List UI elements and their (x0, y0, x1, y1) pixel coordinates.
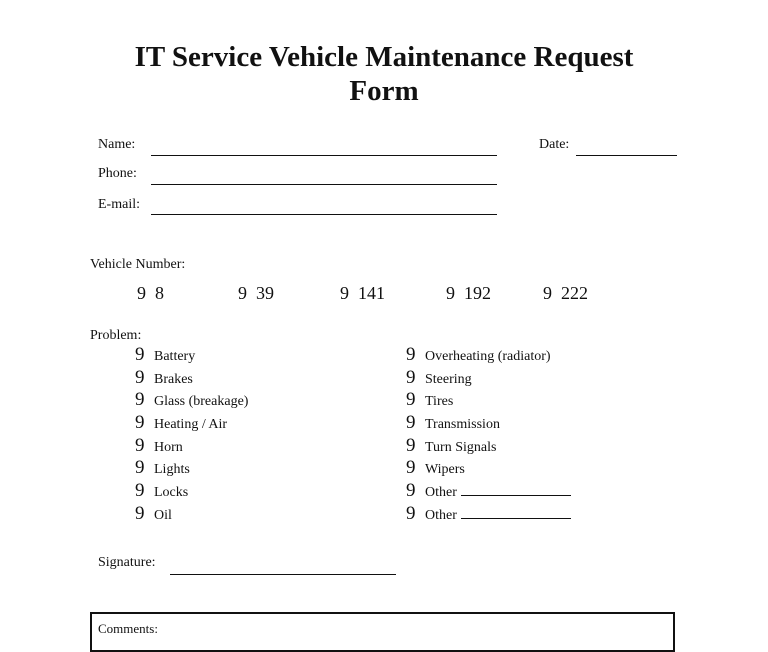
problem-item-steering[interactable]: 9 Steering (406, 366, 472, 388)
problem-list-left (135, 344, 248, 526)
checkbox-icon[interactable]: 9 (406, 502, 416, 524)
checkbox-icon[interactable]: 9 (406, 389, 416, 411)
signature-label: Signature: (98, 555, 156, 570)
checkbox-icon[interactable]: 9 (406, 366, 416, 388)
problem-item-tires[interactable]: 9 Tires (406, 389, 454, 411)
checkbox-icon[interactable]: 9 (340, 283, 349, 303)
checkbox-icon[interactable]: 9 (135, 389, 145, 411)
vehicle-option-141[interactable] (340, 283, 385, 304)
checkbox-icon[interactable]: 9 (238, 283, 247, 303)
date-field[interactable] (576, 155, 677, 156)
checkbox-icon[interactable]: 9 (406, 434, 416, 456)
problem-item-brakes[interactable]: 9 Brakes (135, 366, 193, 388)
date-label: Date: (539, 137, 570, 152)
problem-item-wipers[interactable]: 9 Wipers (406, 457, 465, 479)
checkbox-icon[interactable]: 9 (135, 457, 145, 479)
checkbox-icon[interactable]: 9 (135, 434, 145, 456)
signature-field[interactable] (170, 574, 396, 575)
problem-item-turn-signals[interactable]: 9 Turn Signals (406, 434, 497, 456)
problem-item-transmission[interactable]: 9 Transmission (406, 412, 500, 434)
checkbox-icon[interactable]: 9 (135, 344, 145, 365)
vehicle-options (0, 283, 768, 305)
checkbox-icon[interactable]: 9 (135, 366, 145, 388)
name-label: Name: (98, 137, 136, 152)
checkbox-icon[interactable]: 9 (406, 412, 416, 434)
checkbox-icon[interactable]: 9 (406, 480, 416, 502)
vehicle-option-192[interactable] (446, 283, 491, 304)
form-title (0, 40, 768, 108)
problem-item-glass[interactable]: 9 Glass (breakage) (135, 389, 249, 411)
vehicle-option-8[interactable] (137, 283, 164, 304)
vehicle-option-label: 222 (561, 283, 588, 303)
problem-item-locks[interactable]: 9 Locks (135, 480, 189, 502)
comments-label: Comments: (98, 621, 158, 636)
phone-label: Phone: (98, 166, 137, 181)
problem-item-other-2[interactable]: 9 Other (406, 503, 571, 526)
problem-item-overheating[interactable]: 9 Overheating (radiator) (406, 344, 551, 365)
email-label: E-mail: (98, 197, 140, 212)
problem-item-heating-air[interactable]: 9 Heating / Air (135, 412, 228, 434)
phone-field[interactable] (151, 184, 497, 185)
checkbox-icon[interactable]: 9 (135, 480, 145, 502)
vehicle-option-label: 8 (155, 283, 164, 303)
checkbox-icon[interactable]: 9 (446, 283, 455, 303)
other-blank-field[interactable] (461, 483, 571, 496)
problem-item-other-1[interactable]: 9 Other (406, 480, 571, 503)
vehicle-option-label: 39 (256, 283, 274, 303)
form-title-line-1: IT Service Vehicle Maintenance Request (134, 41, 634, 73)
vehicle-number-label: Vehicle Number: (90, 257, 186, 272)
vehicle-option-label: 192 (464, 283, 491, 303)
problem-item-oil[interactable]: 9 Oil (135, 502, 172, 524)
checkbox-icon[interactable]: 9 (135, 502, 145, 524)
checkbox-icon[interactable]: 9 (543, 283, 552, 303)
form-title-line-2: Form (349, 75, 419, 107)
checkbox-icon[interactable]: 9 (137, 283, 146, 303)
checkbox-icon[interactable]: 9 (135, 412, 145, 434)
other-blank-field[interactable] (461, 506, 571, 519)
comments-box[interactable] (90, 612, 675, 652)
problem-list-right (406, 344, 571, 526)
problem-item-lights[interactable]: 9 Lights (135, 457, 190, 479)
email-field[interactable] (151, 214, 497, 215)
problem-label: Problem: (90, 328, 142, 343)
vehicle-option-39[interactable] (238, 283, 274, 304)
problem-item-horn[interactable]: 9 Horn (135, 434, 183, 456)
checkbox-icon[interactable]: 9 (406, 344, 416, 365)
vehicle-option-label: 141 (358, 283, 385, 303)
name-field[interactable] (151, 155, 497, 156)
checkbox-icon[interactable]: 9 (406, 457, 416, 479)
problem-item-battery[interactable]: 9 Battery (135, 344, 196, 365)
vehicle-option-222[interactable] (543, 283, 588, 304)
